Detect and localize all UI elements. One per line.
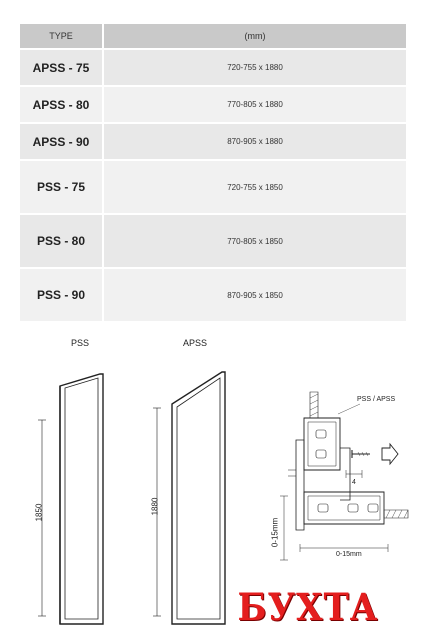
brand-logo-text: БУХТА <box>237 586 379 630</box>
row-size: 770-805 x 1850 <box>227 236 283 246</box>
header-type: TYPE <box>20 24 104 48</box>
row-size: 720-755 x 1850 <box>227 182 283 192</box>
gap-value-label: 4 <box>352 479 356 486</box>
vertical-tolerance-label: 0-15mm <box>270 517 280 548</box>
row-size: 870-905 x 1880 <box>227 137 283 146</box>
row-size: 870-905 x 1850 <box>227 290 283 300</box>
row-type: APSS - 80 <box>20 87 104 122</box>
apss-height-label: 1880 <box>150 497 160 516</box>
profile-detail-drawing <box>280 392 408 560</box>
row-type: PSS - 80 <box>20 215 104 267</box>
pss-panel-drawing <box>60 374 103 624</box>
row-type: PSS - 75 <box>20 161 104 213</box>
row-size: 720-755 x 1880 <box>227 63 283 72</box>
horizontal-tolerance-label: 0-15mm <box>336 551 362 558</box>
pss-title: PSS <box>71 338 90 348</box>
brand-logo <box>237 586 379 630</box>
row-type: PSS - 90 <box>20 269 104 321</box>
header-mm: (mm) <box>244 31 266 41</box>
row-size: 770-805 x 1880 <box>227 100 283 109</box>
detail-model-label: PSS / APSS <box>357 396 396 403</box>
row-type: APSS - 90 <box>20 124 104 159</box>
apss-panel-drawing <box>172 372 225 624</box>
row-type: APSS - 75 <box>20 50 104 85</box>
apss-title: APSS <box>183 338 208 348</box>
pss-height-label: 1850 <box>34 503 44 522</box>
